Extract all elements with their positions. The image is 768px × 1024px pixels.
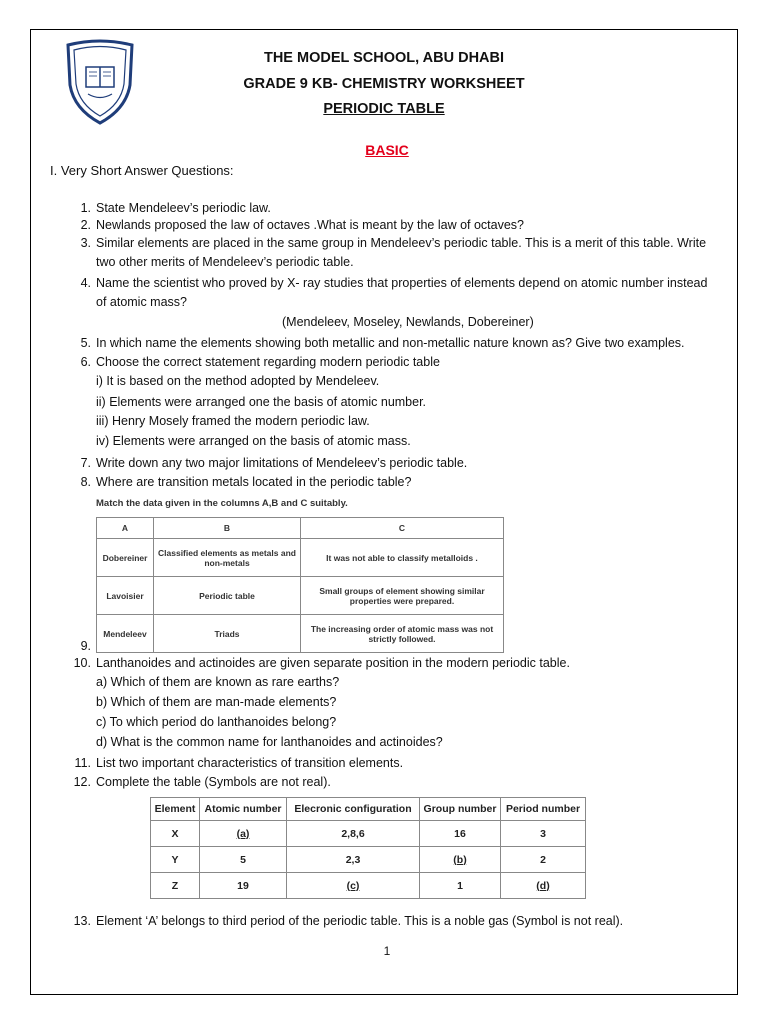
table-cell: 16 (420, 821, 501, 847)
question-number: 13. (73, 914, 91, 928)
question-text-cont: of atomic mass? (96, 295, 188, 309)
question-text: Element ‘A’ belongs to third period of the periodic table. This is a noble gas (Symbol is not real). (96, 914, 624, 928)
school-name: THE MODEL SCHOOL, ABU DHABI (263, 50, 505, 66)
table-cell: It was not able to classify metalloids . (301, 539, 504, 577)
option-iii: iii) Henry Mosely framed the modern periodic law. (96, 414, 370, 428)
question-text: Where are transition metals located in the periodic table? (96, 475, 412, 489)
option-ii: ii) Elements were arranged one the basis of atomic number. (96, 395, 427, 409)
table-row (151, 847, 586, 873)
table-header: Group number (420, 798, 501, 821)
question-options: (Mendeleev, Moseley, Newlands, Dobereiner) (282, 315, 534, 329)
table-row (97, 615, 504, 653)
table-cell: 1 (420, 873, 501, 899)
table-cell: Lavoisier (97, 577, 154, 615)
table-header: C (301, 518, 504, 539)
question-number: 1. (80, 201, 91, 215)
table-cell: Mendeleev (97, 615, 154, 653)
table-cell: The increasing order of atomic mass was not strictly followed. (301, 615, 504, 653)
table-cell: Z (151, 873, 200, 899)
option-a: a) Which of them are known as rare earths? (96, 675, 340, 689)
question-text: Complete the table (Symbols are not real). (96, 775, 331, 789)
table-cell-blank: (a) (200, 821, 287, 847)
table-cell: Periodic table (154, 577, 301, 615)
table-cell: Small groups of element showing similar properties were prepared. (301, 577, 504, 615)
table-row (151, 873, 586, 899)
question-number: 3. (80, 236, 91, 250)
question-text: Name the scientist who proved by X- ray studies that properties of elements depend on atomic number instead (96, 276, 708, 290)
table-header: Atomic number (200, 798, 287, 821)
table-cell: 19 (200, 873, 287, 899)
table-cell: 5 (200, 847, 287, 873)
option-i: i) It is based on the method adopted by Mendeleev. (96, 374, 380, 388)
table-header: B (154, 518, 301, 539)
table-cell: 2,3 (287, 847, 420, 873)
question-number: 5. (80, 336, 91, 350)
option-b: b) Which of them are man-made elements? (96, 695, 337, 709)
question-text: State Mendeleev’s periodic law. (96, 201, 271, 215)
table-header: Elecronic configuration (287, 798, 420, 821)
table-row (97, 577, 504, 615)
table-header: A (97, 518, 154, 539)
question-number: 9. (80, 639, 91, 653)
option-iv: iv) Elements were arranged on the basis of atomic mass. (96, 434, 411, 448)
table-cell: Y (151, 847, 200, 873)
page-number: 1 (383, 944, 391, 958)
table-header: Element (151, 798, 200, 821)
question-text: Write down any two major limitations of Mendeleev’s periodic table. (96, 456, 468, 470)
question-number: 10. (73, 656, 91, 670)
table-cell: Triads (154, 615, 301, 653)
level-heading: BASIC (365, 142, 409, 158)
table-row (151, 821, 586, 847)
table-cell-blank: (c) (287, 873, 420, 899)
question-number: 12. (73, 775, 91, 789)
question-number: 11. (74, 756, 91, 770)
table-header-row (97, 518, 504, 539)
section-title: I. Very Short Answer Questions: (50, 163, 234, 178)
question-number: 8. (80, 475, 91, 489)
table-cell: 2,8,6 (287, 821, 420, 847)
question-text: In which name the elements showing both metallic and non-metallic nature known as? Give two examples. (96, 336, 685, 350)
question-text: Newlands proposed the law of octaves .What is meant by the law of octaves? (96, 218, 525, 232)
table-header-row (151, 798, 586, 821)
table-cell: Dobereiner (97, 539, 154, 577)
table-row (97, 539, 504, 577)
question-text: Choose the correct statement regarding modern periodic table (96, 355, 440, 369)
question-number: 4. (80, 276, 91, 290)
question-text: List two important characteristics of transition elements. (96, 756, 404, 770)
table-cell: 2 (501, 847, 586, 873)
question-text: Lanthanoides and actinoides are given separate position in the modern periodic table. (96, 656, 570, 670)
element-table (150, 797, 586, 899)
question-number: 7. (80, 456, 91, 470)
worksheet-title: GRADE 9 KB- CHEMISTRY WORKSHEET (243, 76, 525, 92)
table-cell: 3 (501, 821, 586, 847)
worksheet-topic: PERIODIC TABLE (323, 101, 445, 117)
table-cell: Classified elements as metals and non-metals (154, 539, 301, 577)
option-d: d) What is the common name for lanthanoides and actinoides? (96, 735, 443, 749)
table-header: Period number (501, 798, 586, 821)
table-cell-blank: (b) (420, 847, 501, 873)
option-c: c) To which period do lanthanoides belong? (96, 715, 337, 729)
match-table-title: Match the data given in the columns A,B and C suitably. (96, 498, 348, 509)
question-number: 6. (80, 355, 91, 369)
table-cell: X (151, 821, 200, 847)
question-text: Similar elements are placed in the same group in Mendeleev’s periodic table. This is a merit of this table. Write (96, 236, 707, 250)
match-table (96, 517, 504, 653)
table-cell-blank: (d) (501, 873, 586, 899)
question-text-cont: two other merits of Mendeleev’s periodic table. (96, 255, 354, 269)
question-number: 2. (80, 218, 91, 232)
